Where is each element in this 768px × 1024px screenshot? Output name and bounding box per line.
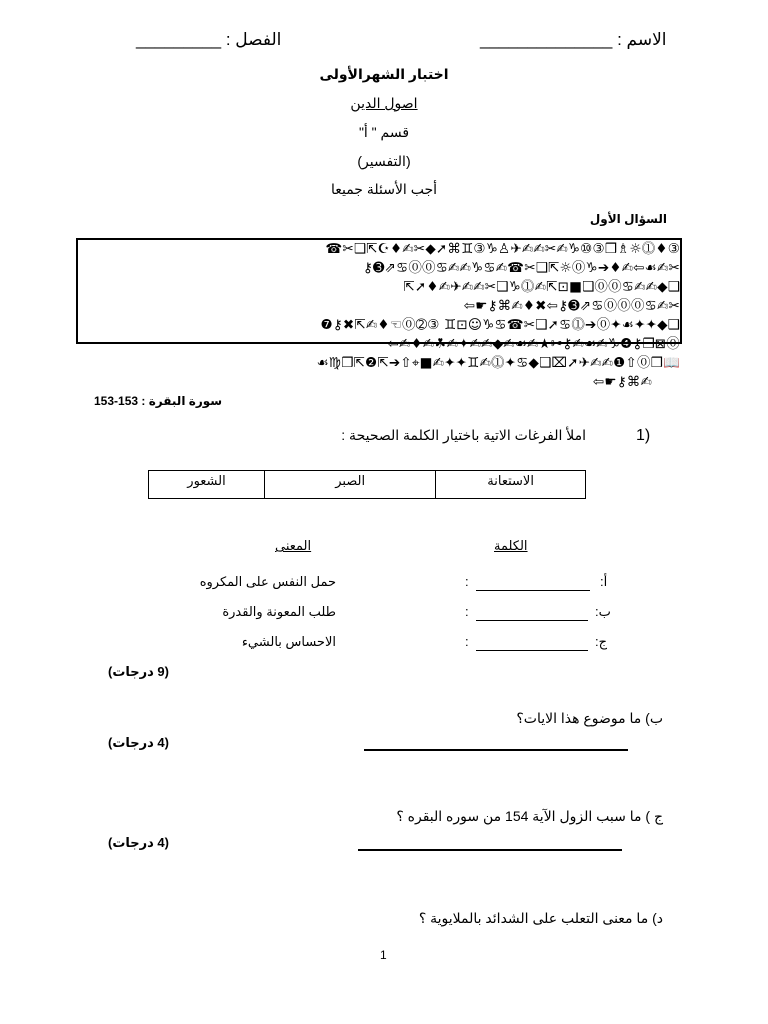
- student-name-field: الاسم : ______________: [480, 30, 667, 49]
- item-colon: :: [465, 574, 469, 589]
- page-number: 1: [380, 948, 387, 962]
- column-header-meaning: المعنى: [275, 538, 312, 553]
- item-meaning: طلب المعونة والقدرة: [222, 604, 336, 619]
- question-1-heading: السؤال الأول: [589, 212, 667, 226]
- item-colon: :: [465, 604, 469, 619]
- question-1-grade: (9 درجات): [108, 664, 169, 679]
- item-meaning: حمل النفس على المكروه: [199, 574, 336, 589]
- answer-line-c[interactable]: [358, 849, 622, 851]
- item-label: ج:: [595, 634, 608, 649]
- quran-text-line: ⚷➌⇗♋⓪⓪♋✍✍♑♋✍☎✂❑⇱☼⓪♑➔♦✍⇦☙✍✂: [362, 260, 680, 276]
- question-c-grade: (4 درجات): [108, 835, 169, 850]
- quran-text-line: ☙♍❒⇱❷⇱➔⇧⌖■✍✦✦♊✍⓵✦♋◆❑⌧➚✈✍✍❶⇧⓪❒📖: [316, 355, 680, 371]
- item-label: ب:: [595, 604, 611, 619]
- answer-blank[interactable]: [476, 620, 588, 621]
- quran-text-line: ⇦✍♦✍☘✍✦✍✍◆✍☙✍★✂⚷✍☙✍♑❹⚷❒⊠⓪: [387, 336, 680, 352]
- class-field: الفصل : _________: [136, 30, 282, 49]
- quran-text-line: ⇦☛⚷⌘✍: [592, 374, 652, 390]
- question-1-number: 1): [636, 427, 651, 444]
- exam-title: اختبار الشهرالأولى: [319, 66, 449, 82]
- column-header-word: الكلمة: [494, 538, 528, 553]
- word-bank-table: [148, 470, 586, 499]
- answer-line-b[interactable]: [364, 749, 628, 751]
- word-bank-cell: الشعور: [149, 471, 265, 499]
- answer-blank[interactable]: [476, 590, 590, 591]
- question-c-text: ج ) ما سبب الزول الآية 154 من سوره البقره ؟: [396, 808, 663, 824]
- quran-text-line: ❼⚷✖⇱✍♦☜⓪➁③ ♊⊡☺♑♋☎✂❑➚♋⓵➔⓪✦☙✦✦◆❑: [320, 317, 680, 333]
- general-instruction: أجب الأسئلة جميعا: [330, 181, 438, 197]
- question-d-text: د) ما معنى التعلب على الشدائد بالملايوية ؟: [418, 910, 663, 926]
- topic-title: (التفسير): [357, 153, 411, 169]
- quran-text-line: ⇦☛⚷⌘✍♦✖⇦⚷➌⇗♋⓪⓪⓪♋✍✂: [463, 298, 680, 314]
- quran-text-line: ⇱➚♦✍✈✍✍✂❑♑⓵✍⇱⊡■❑⓪⓪♋✍✍◆❑: [403, 279, 680, 295]
- section-title: قسم " أ": [358, 124, 410, 140]
- item-meaning: الاحساس بالشيء: [241, 634, 336, 649]
- item-colon: :: [465, 634, 469, 649]
- quran-text-line: ☎✂❑⇱☪♦✍✂◆➚⌘♊③♑♙✈✍✍✂✍♑⑩③❒♗☼⓵♦③: [325, 241, 680, 257]
- surah-reference: سورة البقرة : 153-153: [94, 394, 223, 408]
- answer-blank[interactable]: [476, 650, 588, 651]
- item-label: أ:: [600, 574, 608, 589]
- word-bank-cell: الاستعانة: [436, 471, 586, 499]
- question-b-grade: (4 درجات): [108, 735, 169, 750]
- subject-title: اصول الدين: [350, 95, 418, 111]
- question-b-text: ب) ما موضوع هذا الايات؟: [516, 710, 663, 726]
- question-1-instruction: املأ الفرغات الاتية باختيار الكلمة الصحيحة :: [341, 427, 586, 443]
- word-bank-cell: الصبر: [265, 471, 436, 499]
